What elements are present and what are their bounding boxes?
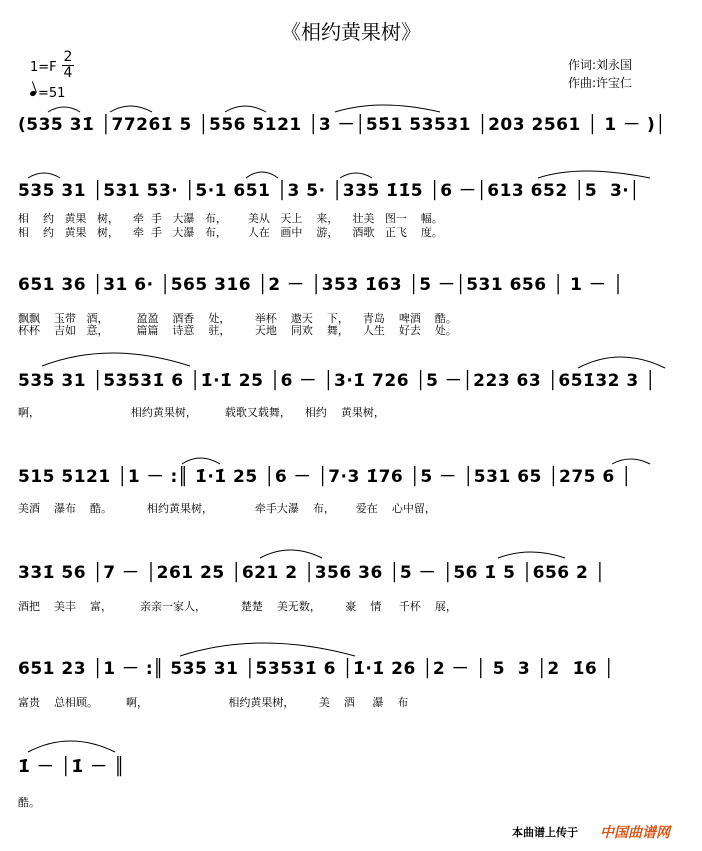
logo-part1: 中国 <box>600 825 628 841</box>
lyric-row-2-verse-1: 相 约 黄果 树， 牵 手 大瀑 布， 美从 天上 来， 壮美 图一 幅。 <box>18 212 443 225</box>
key-signature: 1=F <box>30 60 57 75</box>
notation-row-6: 331̇ 56 │7 － │261 25 │621 2 │356 36 │5 － │56 1̇ 5 │656 2 │ <box>18 563 606 583</box>
logo-part2: 曲谱网 <box>628 825 670 841</box>
lyric-row-6: 酒把 美丰 富， 亲亲一家人， 楚楚 美无数， 豪 情 千杯 展， <box>18 600 457 613</box>
notation-row-1: (535 31̇ │7726̇1̇ 5 │556 5121 │3 －│55̇1 53531 │203 2561 │ 1 － )│ <box>18 115 667 135</box>
site-logo <box>600 822 670 842</box>
upload-note: 本曲谱上传于 <box>512 826 578 839</box>
score-title: 《相约黄果树》 <box>281 20 421 44</box>
lyric-row-4: 啊， 相约黄果树， 载歌又载舞， 相约 黄果树， <box>18 406 385 419</box>
notation-row-8: 1̇ － │1̇ － ║ <box>18 757 125 777</box>
lyricist: 作词:刘永国 <box>568 58 633 72</box>
notation-row-2: 535 31 │531 53· │5·1 651 │3 5· │335 1̇1̇5 │6 －│613 652 │5 3·│ <box>18 181 641 201</box>
notation-row-3: 651 36 │31 6· │565 316 │2 － │353 1̇63 │5 －│531 656 │ 1 － │ <box>18 275 624 295</box>
credits <box>568 56 632 92</box>
time-signature <box>62 50 74 81</box>
lyric-row-2-verse-2: 相 约 黄果 树， 牵 手 大瀑 布， 人在 画中 游， 酒歌 正飞 度。 <box>18 226 443 239</box>
lyric-row-3-verse-2: 杯杯 吉如 意， 篇篇 诗意 驻， 天地 同欢 舞， 人生 好去 处。 <box>18 324 457 337</box>
notation-row-4: 535 31 │53531̇ 6 │1̇·1̇ 25 │6 － │3·1̇ 726 │5 －│223 63 │651̇32 3 │ <box>18 371 656 391</box>
tempo-value: =51 <box>38 86 66 101</box>
lyric-row-3-verse-1: 飘飘 玉带 酒， 盈盈 酒香 处， 举杯 遨天 下， 青岛 啤酒 酷。 <box>18 312 457 325</box>
notation-row-7: 651 23 │1 － :║ 535 31 │53531̇ 6 │1̇·1̇ 26 │2 － │ 5 3 │2 1̇6 │ <box>18 659 615 679</box>
lyric-row-8: 酷。 <box>18 796 40 809</box>
notation-row-5: 515 5121 │1 － :║ 1̇·1̇ 25 │6 － │7·3 1̇76 │5 － │531 65 │275 6 │ <box>18 467 632 487</box>
quarter-note-icon <box>29 90 36 97</box>
time-sig-top: 2 <box>63 49 73 65</box>
lyric-row-7: 富贵 总相顾。 啊， 相约黄果树， 美 酒 瀑 布 <box>18 696 409 709</box>
composer: 作曲:许宝仁 <box>568 76 633 90</box>
time-sig-bottom: 4 <box>63 65 73 81</box>
tempo-marking <box>30 86 65 101</box>
lyric-row-5: 美酒 瀑布 酷。 相约黄果树， 牵手大瀑 布， 爱在 心中留， <box>18 502 436 515</box>
